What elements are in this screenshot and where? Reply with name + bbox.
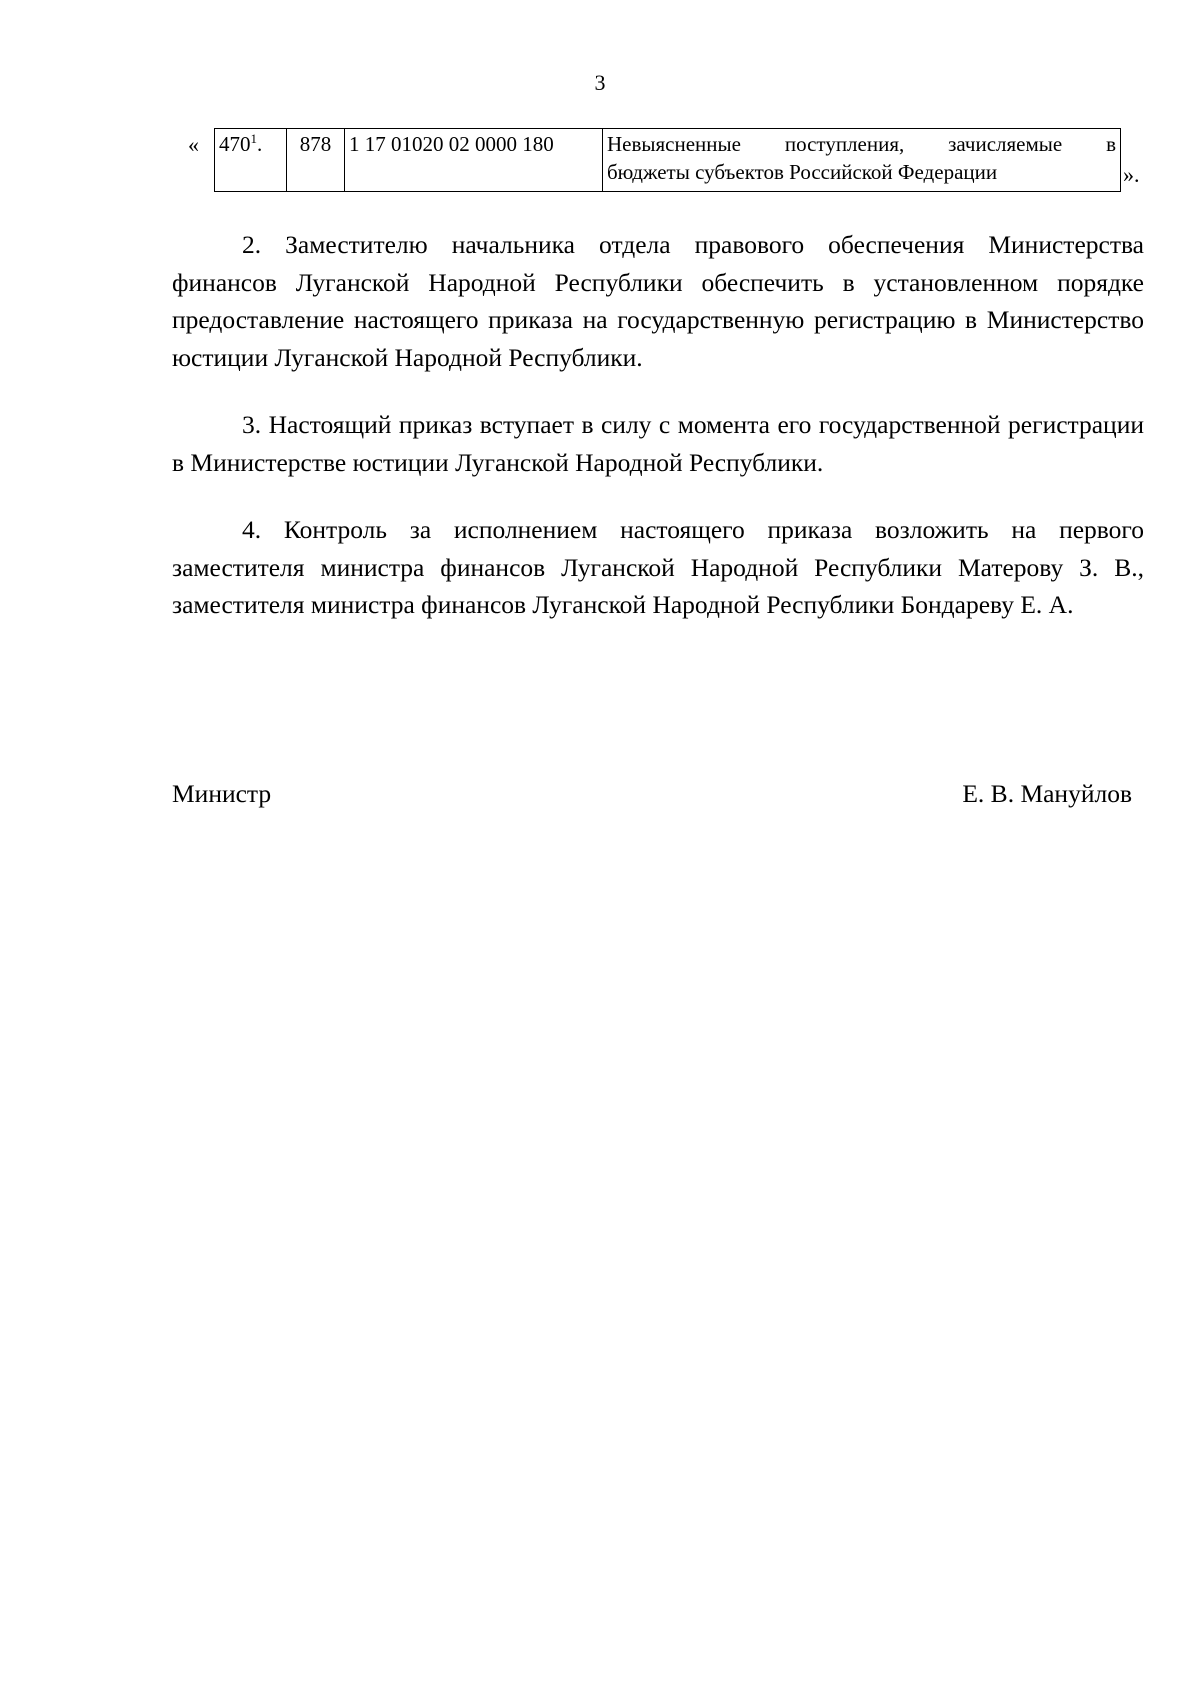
- signatory-name: Е. В. Мануйлов: [962, 779, 1132, 808]
- quote-close: ».: [1123, 162, 1140, 187]
- amendment-table-block: [188, 128, 1148, 192]
- row-number-cell: [215, 129, 287, 192]
- row-number: 470: [219, 132, 251, 156]
- document-body: [172, 226, 1144, 654]
- row-number-superscript: 1: [250, 131, 257, 146]
- admin-code-cell: 878: [287, 129, 345, 192]
- kbk-code-cell: 1 17 01020 02 0000 180: [345, 129, 603, 192]
- quote-open: «: [188, 132, 199, 157]
- signatory-title: Министр: [172, 779, 272, 808]
- row-number-suffix: .: [257, 132, 263, 156]
- paragraph-2: 2. Заместителю начальника отдела правового обеспечения Министерства финансов Луганской Народной Республики обеспечить в установленном порядке предоставление настоящего приказа на государственную регистрацию в Министерство юстиции Луганской Народной Республики.: [172, 230, 1144, 372]
- signature-block: [172, 775, 1132, 815]
- page-number: 3: [594, 70, 606, 95]
- budget-code-table: [214, 128, 1121, 192]
- paragraph-3: 3. Настоящий приказ вступает в силу с момента его государственной регистрации в Министерстве юстиции Луганской Народной Республики.: [172, 410, 1144, 477]
- table-row: [215, 129, 1121, 192]
- revenue-name-line-2: бюджеты субъектов Российской Федерации: [607, 160, 998, 184]
- revenue-name-line-1: Невыясненные поступления, зачисляемые в: [607, 132, 1116, 156]
- paragraph-4: 4. Контроль за исполнением настоящего приказа возложить на первого заместителя министра финансов Луганской Народной Республики Матерову З. В., заместителя министра финансов Луганской Народной Республики Бондареву Е. А.: [172, 515, 1144, 619]
- revenue-name-cell: [603, 129, 1121, 192]
